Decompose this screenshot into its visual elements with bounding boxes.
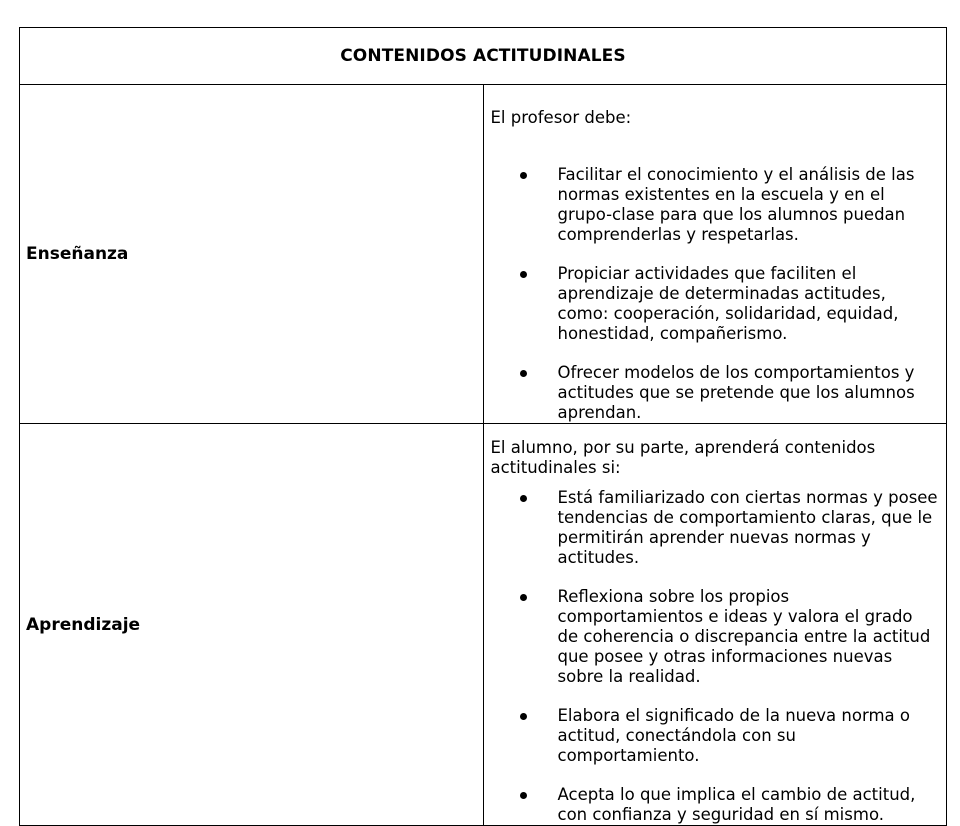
bullet-icon (520, 172, 527, 179)
list-item (491, 264, 939, 344)
list-item (491, 587, 939, 687)
list-item-text: Reflexiona sobre los propios comportamientos e ideas y valora el grado de coherencia o discrepancia entre la actitud que posee y otras informaciones nuevas sobre la realidad. (557, 587, 931, 686)
row-body-aprendizaje (483, 424, 947, 826)
list-item (491, 363, 939, 423)
list-item-text: Propiciar actividades que faciliten el aprendizaje de determinadas actitudes, como: cooperación, solidaridad, equidad, honestidad, compañerismo. (557, 264, 899, 343)
content-table (19, 27, 947, 826)
row-body-ensenanza (483, 85, 947, 424)
bullet-list (491, 488, 939, 825)
table-title: CONTENIDOS ACTITUDINALES (20, 28, 947, 85)
section-intro: El alumno, por su parte, aprenderá contenidos actitudinales si: (490, 438, 876, 477)
bullet-icon (520, 594, 527, 601)
list-item (491, 165, 939, 245)
bullet-icon (520, 370, 527, 377)
row-label-ensenanza: Enseñanza (20, 85, 484, 424)
bullet-list (491, 165, 939, 423)
list-item (491, 488, 939, 568)
list-item-text: Facilitar el conocimiento y el análisis de las normas existentes en la escuela y en el grupo-clase para que los alumnos puedan comprenderlas y respetarlas. (557, 165, 915, 244)
section-intro: El profesor debe: (490, 108, 632, 127)
bullet-icon (520, 713, 527, 720)
list-item-text: Acepta lo que implica el cambio de actitud, con confianza y seguridad en sí mismo. (557, 785, 916, 824)
bullet-icon (520, 792, 527, 799)
list-item (491, 785, 939, 825)
row-label-aprendizaje: Aprendizaje (20, 424, 484, 826)
table-header-row (20, 28, 947, 85)
list-item-text: Elabora el significado de la nueva norma o actitud, conectándola con su comportamiento. (557, 706, 910, 765)
table-row-aprendizaje (20, 424, 947, 826)
table-row-ensenanza (20, 85, 947, 424)
list-item-text: Está familiarizado con ciertas normas y posee tendencias de comportamiento claras, que le permitirán aprender nuevas normas y actitudes. (557, 488, 938, 567)
list-item (491, 706, 939, 766)
list-item-text: Ofrecer modelos de los comportamientos y actitudes que se pretende que los alumnos aprendan. (557, 363, 915, 422)
bullet-icon (520, 271, 527, 278)
bullet-icon (520, 495, 527, 502)
